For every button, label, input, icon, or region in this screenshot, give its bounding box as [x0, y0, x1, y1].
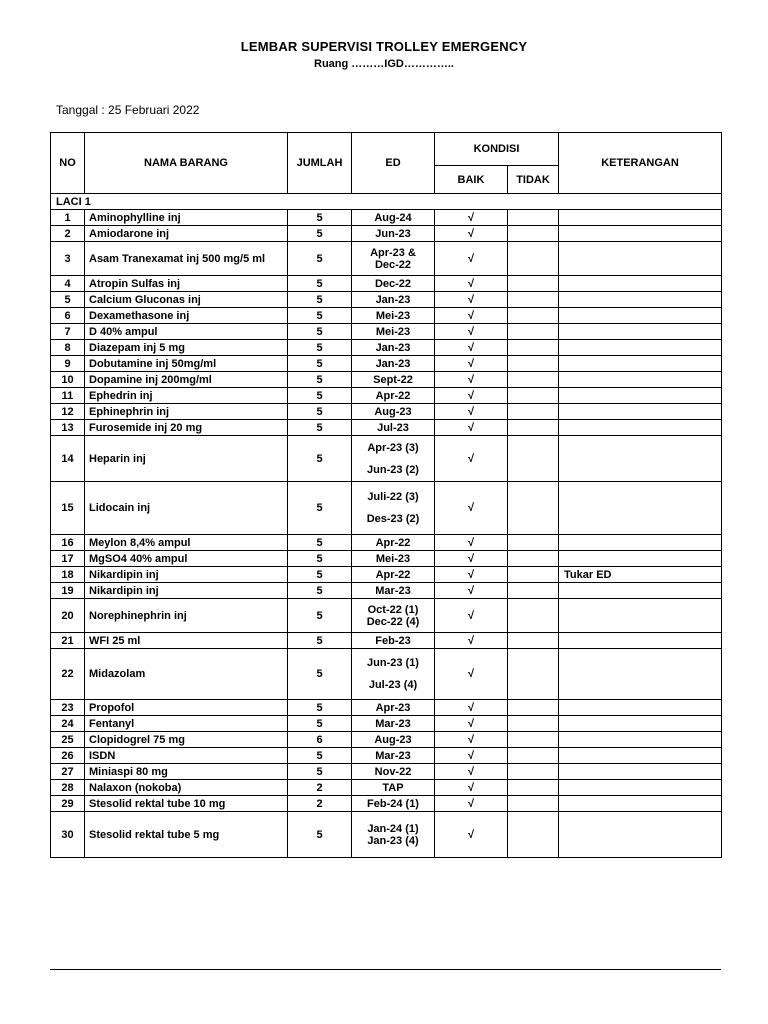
cell-tidak: [508, 482, 559, 535]
ed-value: Jan-23: [375, 293, 411, 306]
cell-no: 26: [51, 748, 85, 764]
cell-tidak: [508, 583, 559, 599]
cell-jumlah: 5: [288, 404, 352, 420]
cell-jumlah: 5: [288, 700, 352, 716]
cell-nama-barang: Stesolid rektal tube 10 mg: [85, 796, 288, 812]
cell-baik-check: √: [435, 404, 508, 420]
cell-keterangan: [559, 633, 722, 649]
cell-keterangan: [559, 340, 722, 356]
cell-no: 2: [51, 226, 85, 242]
cell-ed: [352, 372, 435, 388]
cell-jumlah: 5: [288, 583, 352, 599]
table-row: [51, 551, 722, 567]
ed-value: Aug-23: [374, 405, 412, 418]
ed-value: Dec-22: [374, 277, 412, 290]
cell-baik-check: √: [435, 764, 508, 780]
cell-ed: [352, 482, 435, 535]
cell-tidak: [508, 812, 559, 858]
cell-tidak: [508, 567, 559, 583]
cell-ed: [352, 649, 435, 700]
cell-tidak: [508, 535, 559, 551]
cell-nama-barang: Norephinephrin inj: [85, 599, 288, 633]
cell-baik-check: √: [435, 324, 508, 340]
cell-baik-check: √: [435, 748, 508, 764]
cell-ed: [352, 796, 435, 812]
table-row: [51, 308, 722, 324]
cell-nama-barang: Nikardipin inj: [85, 567, 288, 583]
cell-nama-barang: Asam Tranexamat inj 500 mg/5 ml: [85, 242, 288, 276]
cell-jumlah: 5: [288, 276, 352, 292]
header-baik: BAIK: [435, 166, 508, 194]
cell-ed: [352, 210, 435, 226]
cell-ed: [352, 242, 435, 276]
cell-tidak: [508, 716, 559, 732]
cell-jumlah: 5: [288, 356, 352, 372]
cell-tidak: [508, 764, 559, 780]
table-row: [51, 482, 722, 535]
cell-baik-check: √: [435, 420, 508, 436]
cell-keterangan: [559, 420, 722, 436]
header-ed: ED: [352, 133, 435, 194]
cell-ed: [352, 388, 435, 404]
cell-keterangan: [559, 748, 722, 764]
cell-keterangan: [559, 780, 722, 796]
cell-nama-barang: Furosemide inj 20 mg: [85, 420, 288, 436]
cell-ed: [352, 716, 435, 732]
ed-value: Apr-23 (3): [367, 441, 419, 454]
cell-no: 23: [51, 700, 85, 716]
cell-jumlah: 5: [288, 551, 352, 567]
cell-tidak: [508, 551, 559, 567]
cell-no: 10: [51, 372, 85, 388]
cell-ed: [352, 226, 435, 242]
ed-value: Jan-23: [375, 341, 411, 354]
cell-baik-check: √: [435, 226, 508, 242]
cell-no: 24: [51, 716, 85, 732]
ed-value: Oct-22 (1): [367, 603, 419, 616]
cell-baik-check: √: [435, 308, 508, 324]
cell-keterangan: [559, 649, 722, 700]
cell-keterangan: [559, 226, 722, 242]
cell-jumlah: 5: [288, 649, 352, 700]
cell-ed: [352, 292, 435, 308]
cell-nama-barang: Ephinephrin inj: [85, 404, 288, 420]
cell-baik-check: √: [435, 716, 508, 732]
cell-no: 17: [51, 551, 85, 567]
document-title: LEMBAR SUPERVISI TROLLEY EMERGENCY: [240, 39, 528, 54]
cell-ed: [352, 356, 435, 372]
cell-no: 29: [51, 796, 85, 812]
ed-value: Jun-23 (2): [367, 463, 419, 476]
cell-keterangan: [559, 583, 722, 599]
cell-jumlah: 5: [288, 567, 352, 583]
cell-jumlah: 5: [288, 633, 352, 649]
table-row: [51, 780, 722, 796]
cell-jumlah: 5: [288, 599, 352, 633]
cell-tidak: [508, 308, 559, 324]
ed-value: Aug-24: [374, 211, 412, 224]
cell-nama-barang: Calcium Gluconas inj: [85, 292, 288, 308]
cell-nama-barang: WFI 25 ml: [85, 633, 288, 649]
cell-ed: [352, 420, 435, 436]
cell-no: 30: [51, 812, 85, 858]
table-row: [51, 292, 722, 308]
cell-jumlah: 5: [288, 482, 352, 535]
cell-no: 15: [51, 482, 85, 535]
cell-keterangan: [559, 599, 722, 633]
table-row: [51, 796, 722, 812]
cell-keterangan: [559, 292, 722, 308]
cell-jumlah: 5: [288, 388, 352, 404]
table-row: [51, 242, 722, 276]
ed-value: Apr-22: [375, 536, 411, 549]
cell-nama-barang: Clopidogrel 75 mg: [85, 732, 288, 748]
cell-nama-barang: MgSO4 40% ampul: [85, 551, 288, 567]
ed-value: Apr-23: [375, 701, 411, 714]
cell-nama-barang: Aminophylline inj: [85, 210, 288, 226]
table-row: [51, 633, 722, 649]
cell-jumlah: 5: [288, 716, 352, 732]
cell-tidak: [508, 324, 559, 340]
cell-no: 8: [51, 340, 85, 356]
cell-ed: [352, 764, 435, 780]
cell-baik-check: √: [435, 436, 508, 482]
cell-tidak: [508, 649, 559, 700]
cell-baik-check: √: [435, 292, 508, 308]
header-no: NO: [51, 133, 85, 194]
cell-keterangan: [559, 551, 722, 567]
cell-jumlah: 5: [288, 292, 352, 308]
cell-no: 22: [51, 649, 85, 700]
table-row: [51, 716, 722, 732]
cell-keterangan: [559, 242, 722, 276]
ed-value: Feb-23: [375, 634, 411, 647]
cell-ed: [352, 812, 435, 858]
cell-baik-check: √: [435, 482, 508, 535]
cell-no: 19: [51, 583, 85, 599]
cell-nama-barang: Fentanyl: [85, 716, 288, 732]
cell-no: 20: [51, 599, 85, 633]
cell-nama-barang: Amiodarone inj: [85, 226, 288, 242]
table-row: [51, 732, 722, 748]
cell-keterangan: [559, 482, 722, 535]
cell-baik-check: √: [435, 242, 508, 276]
table-row: [51, 372, 722, 388]
cell-jumlah: 5: [288, 242, 352, 276]
ed-value: TAP: [382, 781, 404, 794]
cell-ed: [352, 633, 435, 649]
cell-baik-check: √: [435, 276, 508, 292]
table-row: [51, 567, 722, 583]
table-row: [51, 276, 722, 292]
cell-nama-barang: ISDN: [85, 748, 288, 764]
header-jumlah: JUMLAH: [288, 133, 352, 194]
cell-baik-check: √: [435, 372, 508, 388]
cell-baik-check: √: [435, 796, 508, 812]
cell-tidak: [508, 796, 559, 812]
cell-no: 28: [51, 780, 85, 796]
cell-baik-check: √: [435, 780, 508, 796]
header-keterangan: KETERANGAN: [559, 133, 722, 194]
cell-ed: [352, 276, 435, 292]
ed-spacer: [354, 669, 432, 679]
cell-nama-barang: Dobutamine inj 50mg/ml: [85, 356, 288, 372]
cell-keterangan: [559, 764, 722, 780]
cell-tidak: [508, 700, 559, 716]
cell-keterangan: [559, 812, 722, 858]
cell-nama-barang: Midazolam: [85, 649, 288, 700]
cell-nama-barang: Ephedrin inj: [85, 388, 288, 404]
cell-tidak: [508, 340, 559, 356]
cell-jumlah: 5: [288, 764, 352, 780]
cell-keterangan: [559, 308, 722, 324]
cell-baik-check: √: [435, 388, 508, 404]
ed-value: Mei-23: [375, 552, 411, 565]
ed-value: Mar-23: [375, 749, 411, 762]
table-row: [51, 599, 722, 633]
cell-jumlah: 5: [288, 324, 352, 340]
cell-ed: [352, 700, 435, 716]
ed-value: Jul-23: [377, 421, 409, 434]
cell-keterangan: [559, 388, 722, 404]
cell-baik-check: √: [435, 210, 508, 226]
cell-ed: [352, 551, 435, 567]
cell-tidak: [508, 404, 559, 420]
cell-baik-check: √: [435, 551, 508, 567]
cell-jumlah: 5: [288, 226, 352, 242]
ed-value: Jan-23 (4): [367, 834, 419, 847]
cell-keterangan: [559, 404, 722, 420]
cell-keterangan: [559, 436, 722, 482]
table-row: [51, 340, 722, 356]
cell-tidak: [508, 732, 559, 748]
table-row: [51, 436, 722, 482]
cell-keterangan: [559, 700, 722, 716]
section-laci: LACI 1: [51, 194, 722, 210]
table-row: [51, 748, 722, 764]
table-row: [51, 700, 722, 716]
date-label: Tanggal : 25 Februari 2022: [56, 103, 200, 117]
ed-value: Mei-23: [375, 325, 411, 338]
cell-baik-check: √: [435, 812, 508, 858]
cell-jumlah: 5: [288, 748, 352, 764]
cell-keterangan: [559, 535, 722, 551]
cell-keterangan: [559, 732, 722, 748]
cell-ed: [352, 599, 435, 633]
cell-no: 11: [51, 388, 85, 404]
cell-no: 7: [51, 324, 85, 340]
cell-ed: [352, 324, 435, 340]
ed-value: Mar-23: [375, 584, 411, 597]
cell-no: 6: [51, 308, 85, 324]
cell-nama-barang: Heparin inj: [85, 436, 288, 482]
ed-value: Jun-23: [375, 227, 411, 240]
cell-nama-barang: Diazepam inj 5 mg: [85, 340, 288, 356]
header-nama-barang: NAMA BARANG: [85, 133, 288, 194]
cell-keterangan: [559, 356, 722, 372]
ed-spacer: [354, 454, 432, 464]
ed-value: Apr-22: [375, 568, 411, 581]
ed-value: Sept-22: [373, 373, 413, 386]
cell-ed: [352, 583, 435, 599]
cell-ed: [352, 436, 435, 482]
cell-no: 5: [51, 292, 85, 308]
cell-nama-barang: Stesolid rektal tube 5 mg: [85, 812, 288, 858]
cell-no: 9: [51, 356, 85, 372]
cell-baik-check: √: [435, 356, 508, 372]
cell-jumlah: 2: [288, 780, 352, 796]
cell-no: 12: [51, 404, 85, 420]
table-row: [51, 356, 722, 372]
cell-tidak: [508, 420, 559, 436]
table-row: [51, 535, 722, 551]
cell-nama-barang: Propofol: [85, 700, 288, 716]
cell-no: 16: [51, 535, 85, 551]
cell-ed: [352, 748, 435, 764]
cell-no: 21: [51, 633, 85, 649]
cell-jumlah: 5: [288, 420, 352, 436]
room-subtitle: Ruang ………IGD…………..: [314, 58, 454, 70]
cell-jumlah: 5: [288, 308, 352, 324]
cell-baik-check: √: [435, 649, 508, 700]
table-row: [51, 324, 722, 340]
cell-tidak: [508, 226, 559, 242]
cell-ed: [352, 567, 435, 583]
cell-jumlah: 5: [288, 436, 352, 482]
cell-no: 25: [51, 732, 85, 748]
ed-value: Juli-22 (3): [367, 491, 419, 503]
cell-ed: [352, 732, 435, 748]
cell-tidak: [508, 436, 559, 482]
cell-jumlah: 2: [288, 796, 352, 812]
cell-tidak: [508, 599, 559, 633]
cell-tidak: [508, 372, 559, 388]
cell-tidak: [508, 276, 559, 292]
cell-nama-barang: Miniaspi 80 mg: [85, 764, 288, 780]
cell-no: 18: [51, 567, 85, 583]
ed-value: Dec-22 (4): [366, 615, 420, 628]
cell-nama-barang: Dexamethasone inj: [85, 308, 288, 324]
cell-baik-check: √: [435, 535, 508, 551]
cell-no: 4: [51, 276, 85, 292]
cell-no: 3: [51, 242, 85, 276]
ed-value: Jan-24 (1): [367, 822, 419, 835]
cell-no: 27: [51, 764, 85, 780]
cell-tidak: [508, 748, 559, 764]
cell-tidak: [508, 242, 559, 276]
cell-jumlah: 5: [288, 535, 352, 551]
ed-value: Apr-23 &: [370, 246, 416, 259]
ed-value: Jun-23 (1): [367, 657, 419, 669]
table-row: [51, 210, 722, 226]
cell-ed: [352, 535, 435, 551]
supervision-table: [50, 132, 722, 858]
cell-no: 14: [51, 436, 85, 482]
cell-nama-barang: Atropin Sulfas inj: [85, 276, 288, 292]
cell-keterangan: [559, 796, 722, 812]
cell-ed: [352, 404, 435, 420]
cell-tidak: [508, 780, 559, 796]
ed-value: Aug-23: [374, 733, 412, 746]
cell-ed: [352, 308, 435, 324]
cell-baik-check: √: [435, 633, 508, 649]
cell-keterangan: [559, 210, 722, 226]
header-tidak: TIDAK: [508, 166, 559, 194]
cell-jumlah: 5: [288, 812, 352, 858]
ed-value: Mei-23: [375, 309, 411, 322]
ed-value: Dec-22: [374, 258, 412, 271]
table-row: [51, 649, 722, 700]
cell-no: 1: [51, 210, 85, 226]
cell-baik-check: √: [435, 340, 508, 356]
cell-nama-barang: Nikardipin inj: [85, 583, 288, 599]
cell-nama-barang: Dopamine inj 200mg/ml: [85, 372, 288, 388]
footer-divider: [50, 969, 721, 970]
table-row: [51, 388, 722, 404]
table-row: [51, 420, 722, 436]
table-row: [51, 404, 722, 420]
cell-keterangan: Tukar ED: [559, 567, 722, 583]
cell-tidak: [508, 356, 559, 372]
cell-tidak: [508, 210, 559, 226]
cell-ed: [352, 780, 435, 796]
cell-baik-check: √: [435, 567, 508, 583]
ed-value: Nov-22: [374, 765, 412, 778]
cell-nama-barang: Meylon 8,4% ampul: [85, 535, 288, 551]
cell-keterangan: [559, 716, 722, 732]
ed-value: Jan-23: [375, 357, 411, 370]
cell-jumlah: 5: [288, 372, 352, 388]
cell-nama-barang: Lidocain inj: [85, 482, 288, 535]
cell-jumlah: 5: [288, 210, 352, 226]
cell-tidak: [508, 292, 559, 308]
ed-value: Apr-22: [375, 389, 411, 402]
cell-ed: [352, 340, 435, 356]
cell-nama-barang: Nalaxon (nokoba): [85, 780, 288, 796]
cell-baik-check: √: [435, 583, 508, 599]
cell-jumlah: 5: [288, 340, 352, 356]
table-row: [51, 764, 722, 780]
cell-tidak: [508, 633, 559, 649]
table-row: [51, 226, 722, 242]
ed-spacer: [354, 503, 432, 513]
cell-baik-check: √: [435, 700, 508, 716]
cell-keterangan: [559, 276, 722, 292]
cell-tidak: [508, 388, 559, 404]
table-row: [51, 583, 722, 599]
header-kondisi: KONDISI: [435, 133, 559, 166]
cell-keterangan: [559, 372, 722, 388]
ed-value: Mar-23: [375, 717, 411, 730]
ed-value: Des-23 (2): [366, 513, 420, 525]
cell-baik-check: √: [435, 732, 508, 748]
cell-baik-check: √: [435, 599, 508, 633]
cell-no: 13: [51, 420, 85, 436]
ed-value: Jul-23 (4): [368, 679, 418, 691]
cell-jumlah: 6: [288, 732, 352, 748]
table-row: [51, 812, 722, 858]
cell-nama-barang: D 40% ampul: [85, 324, 288, 340]
ed-value: Feb-24 (1): [367, 797, 419, 810]
cell-keterangan: [559, 324, 722, 340]
